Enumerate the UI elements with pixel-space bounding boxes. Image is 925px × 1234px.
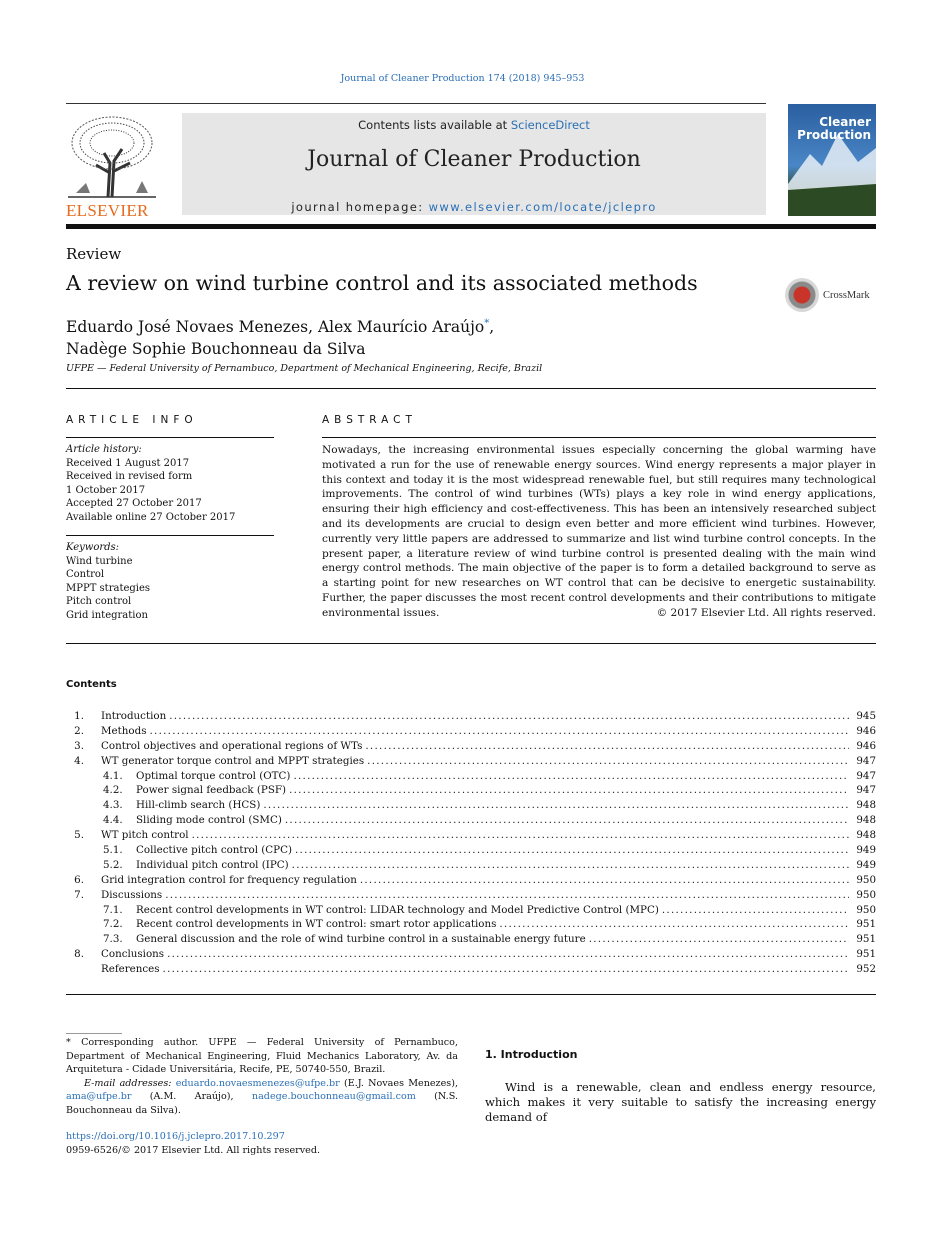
keyword-item: Wind turbine	[66, 555, 133, 567]
toc-entry[interactable]	[66, 829, 876, 844]
toc-leader-dots	[367, 755, 849, 767]
keywords-rule	[66, 535, 274, 536]
journal-citation[interactable]: Journal of Cleaner Production 174 (2018) 945–953	[340, 73, 585, 84]
toc-title[interactable]: Individual pitch control (IPC)	[136, 858, 289, 871]
toc-title[interactable]: Sliding mode control (SMC)	[136, 814, 282, 827]
toc-entry[interactable]	[66, 918, 876, 933]
toc-entry[interactable]	[66, 889, 876, 904]
authors-line-1	[66, 313, 494, 338]
toc-title[interactable]: Methods	[101, 724, 147, 737]
cover-title-line1: Cleaner	[819, 115, 871, 129]
history-item: Received 1 August 2017	[66, 457, 190, 469]
keywords	[66, 541, 274, 622]
toc-entry[interactable]	[66, 963, 876, 978]
contents-heading: Contents	[66, 679, 117, 690]
toc-entry[interactable]	[66, 799, 876, 814]
introduction-text: Wind is a renewable, clean and endless energy resource, which makes it very suitable to satisfy the increasing energy demand of	[485, 1080, 876, 1124]
toc-title[interactable]: Control objectives and operational regions of WTs	[101, 739, 363, 752]
toc-number: 5.1.	[103, 844, 123, 857]
toc-leader-dots	[360, 874, 849, 886]
doi-link[interactable]: https://doi.org/10.1016/j.jclepro.2017.10.297	[66, 1131, 285, 1142]
authors-text-1: Eduardo José Novaes Menezes, Alex Maurício Araújo	[66, 318, 485, 337]
abstract-text: Nowadays, the increasing environmental issues especially concerning the global warming have motivated a run for the use of renewable energy sources. Wind energy represents a major player in this context and today it is the most widespread renewable fuel, but still requires many technological improvements. The control of wind turbines (WTs) plays a key role in wind energy applications, ensuring their high efficiency and cost-effectiveness. This has been an intensively researched subject and its developments are crucial to design even better and more efficient wind turbines. However, currently very little papers are addressed to summarize and list wind turbine control concepts. In the present paper, a literature review of wind turbine control is presented dealing with the main wind energy control methods. The main objective of the paper is to form a detailed background to serve as a starting point for new researches on WT control that can be decisive to energetic sustainability. Further, the paper discusses the most recent control developments and their contributions to mitigate environmental issues.	[322, 444, 876, 619]
footnote	[66, 1036, 458, 1117]
toc-entry[interactable]	[66, 725, 876, 740]
footnote-rule	[66, 1033, 122, 1034]
toc-entry[interactable]	[66, 844, 876, 859]
publisher-name: ELSEVIER	[66, 201, 149, 220]
toc-leader-dots	[263, 799, 849, 811]
toc-number: 7.2.	[103, 918, 123, 931]
toc-number: 3.	[74, 739, 84, 752]
toc-page-number: 949	[856, 844, 876, 857]
crossmark-label: CrossMark	[823, 289, 870, 301]
toc-title[interactable]: WT generator torque control and MPPT strategies	[101, 754, 365, 767]
toc-page-number: 947	[856, 754, 876, 767]
history-item: Available online 27 October 2017	[66, 511, 236, 523]
article-title: A review on wind turbine control and its associated methods	[66, 271, 698, 295]
toc-number: 4.1.	[103, 769, 123, 782]
cover-title	[797, 116, 871, 142]
toc-page-number: 950	[856, 903, 876, 916]
email-label: E-mail addresses:	[84, 1077, 172, 1089]
history-item: Received in revised form	[66, 471, 193, 482]
toc-title[interactable]: Hill-climb search (HCS)	[136, 799, 261, 812]
toc-leader-dots	[293, 770, 849, 782]
toc-page-number: 946	[856, 724, 876, 737]
toc-page-number: 952	[856, 963, 876, 976]
keywords-label: Keywords:	[66, 542, 120, 553]
header-rule	[66, 103, 766, 104]
toc-leader-dots	[285, 814, 849, 826]
info-rule	[66, 388, 876, 389]
toc-title[interactable]: Collective pitch control (CPC)	[136, 844, 292, 857]
article-type: Review	[66, 245, 122, 263]
homepage-link[interactable]: www.elsevier.com/locate/jclepro	[428, 200, 657, 214]
sciencedirect-link[interactable]: ScienceDirect	[510, 118, 590, 132]
toc-number: 7.1.	[103, 903, 123, 916]
keyword-item: Pitch control	[66, 596, 132, 607]
toc-page-number: 945	[856, 710, 876, 722]
toc-page-number: 950	[856, 873, 876, 886]
toc-page-number: 947	[856, 769, 876, 782]
toc-page-number: 948	[856, 814, 876, 827]
article-info-rule	[66, 437, 274, 438]
toc-leader-dots	[169, 710, 849, 722]
toc-title[interactable]: Recent control developments in WT control: LIDAR technology and Model Predictive Control (MPC)	[136, 903, 659, 916]
crossmark-button[interactable]	[785, 278, 876, 312]
toc-entry[interactable]	[66, 948, 876, 963]
toc-leader-dots	[163, 963, 849, 975]
toc-title[interactable]: References	[101, 963, 160, 976]
email-link-2[interactable]: ama@ufpe.br	[66, 1091, 132, 1102]
journal-homepage	[182, 200, 766, 214]
keyword-item: Grid integration	[66, 609, 148, 621]
toc-number: 4.3.	[103, 799, 123, 812]
cover-title-line2: Production	[797, 128, 871, 142]
toc-title[interactable]: Introduction	[101, 710, 167, 722]
toc-title[interactable]: General discussion and the role of wind turbine control in a sustainable energy future	[136, 933, 586, 946]
toc-leader-dots	[662, 904, 849, 916]
table-of-contents	[66, 710, 876, 978]
toc-entry[interactable]	[66, 740, 876, 755]
toc-entry[interactable]	[66, 710, 876, 725]
toc-page-number: 948	[856, 829, 876, 842]
toc-entry[interactable]	[66, 784, 876, 799]
email-link-1[interactable]: eduardo.novaesmenezes@ufpe.br	[175, 1077, 340, 1089]
toc-page-number: 947	[856, 784, 876, 797]
toc-page-number: 949	[856, 858, 876, 871]
toc-leader-dots	[192, 829, 849, 841]
author-list	[66, 313, 494, 360]
contents-bottom-rule	[66, 994, 876, 995]
toc-number: 2.	[74, 724, 84, 737]
toc-title[interactable]: Recent control developments in WT control: smart rotor applications	[136, 918, 497, 931]
contents-top-rule	[66, 643, 876, 644]
toc-leader-dots	[365, 740, 849, 752]
elsevier-logo	[66, 113, 162, 220]
keyword-item: MPPT strategies	[66, 582, 151, 594]
article-history	[66, 443, 274, 524]
history-label: Article history:	[66, 444, 142, 455]
journal-cover[interactable]	[788, 104, 876, 216]
toc-page-number: 950	[856, 888, 876, 901]
toc-entry[interactable]	[66, 814, 876, 829]
homepage-prefix: journal homepage:	[291, 200, 429, 214]
toc-entry[interactable]	[66, 770, 876, 785]
email-name-3: (N.S. Bouchonneau da Silva).	[66, 1091, 458, 1116]
journal-header	[182, 113, 766, 215]
toc-title[interactable]: Optimal torque control (OTC)	[136, 769, 291, 782]
toc-number: 4.2.	[103, 784, 123, 797]
contents-availability	[182, 118, 766, 132]
toc-title[interactable]: Conclusions	[101, 948, 165, 961]
toc-number: 1.	[74, 710, 84, 722]
toc-leader-dots	[589, 933, 849, 945]
crossmark-icon	[785, 278, 819, 312]
toc-number: 8.	[74, 948, 84, 961]
issn-copyright: 0959-6526/© 2017 Elsevier Ltd. All rights reserved.	[66, 1145, 321, 1156]
toc-number: 5.	[74, 829, 84, 842]
history-item: Accepted 27 October 2017	[66, 498, 202, 509]
introduction-heading: 1. Introduction	[485, 1048, 578, 1061]
toc-number: 6.	[74, 873, 84, 886]
abstract-copyright: © 2017 Elsevier Ltd. All rights reserved.	[656, 607, 876, 619]
elsevier-tree-icon	[66, 113, 158, 199]
toc-leader-dots	[165, 889, 849, 901]
affiliation: UFPE — Federal University of Pernambuco, Department of Mechanical Engineering, Recife, Brazil	[66, 363, 543, 374]
toc-number: 7.3.	[103, 933, 123, 946]
corresponding-author-note: * Corresponding author. UFPE — Federal University of Pernambuco, Department of Mechanical Engineering, Fluid Mechanics Laboratory, Av. da Arquitetura - Cidade Universitária, Recife, PE, 50740-550, Brazil.	[66, 1037, 458, 1075]
toc-page-number: 948	[856, 799, 876, 812]
toc-page-number: 946	[856, 739, 876, 752]
article-info-heading: ARTICLE INFO	[66, 414, 198, 426]
toc-entry[interactable]	[66, 874, 876, 889]
email-link-3[interactable]: nadege.bouchonneau@gmail.com	[251, 1091, 416, 1102]
toc-leader-dots	[499, 918, 849, 930]
toc-title[interactable]: Grid integration control for frequency regulation	[101, 873, 357, 886]
toc-page-number: 951	[856, 933, 876, 946]
journal-title: Journal of Cleaner Production	[307, 147, 641, 172]
toc-entry[interactable]	[66, 755, 876, 770]
toc-entry[interactable]	[66, 859, 876, 874]
toc-page-number: 951	[856, 948, 876, 961]
toc-entry[interactable]	[66, 933, 876, 948]
contents-prefix: Contents lists available at	[358, 118, 511, 132]
corresponding-author-mark[interactable]: *	[484, 318, 490, 329]
toc-leader-dots	[292, 859, 849, 871]
abstract-rule	[322, 437, 876, 438]
toc-page-number: 951	[856, 918, 876, 931]
toc-leader-dots	[295, 844, 849, 856]
toc-title[interactable]: WT pitch control	[101, 829, 189, 842]
toc-title[interactable]: Power signal feedback (PSF)	[136, 784, 287, 797]
keyword-item: Control	[66, 569, 105, 580]
toc-entry[interactable]	[66, 904, 876, 919]
toc-leader-dots	[289, 784, 849, 796]
history-item: 1 October 2017	[66, 484, 146, 496]
authors-line-2: Nadège Sophie Bouchonneau da Silva	[66, 340, 366, 359]
toc-leader-dots	[167, 948, 849, 960]
authors-comma: ,	[489, 318, 495, 337]
toc-leader-dots	[149, 725, 849, 737]
toc-number: 4.4.	[103, 814, 123, 827]
toc-title[interactable]: Discussions	[101, 888, 163, 901]
toc-number: 7.	[74, 888, 84, 901]
toc-number: 5.2.	[103, 858, 123, 871]
email-name-2: (A.M. Araújo),	[131, 1091, 234, 1102]
toc-number: 4.	[74, 754, 84, 767]
header-thick-rule	[66, 224, 876, 229]
abstract-heading: ABSTRACT	[322, 414, 417, 426]
email-name-1: (E.J. Novaes Menezes),	[339, 1077, 459, 1089]
